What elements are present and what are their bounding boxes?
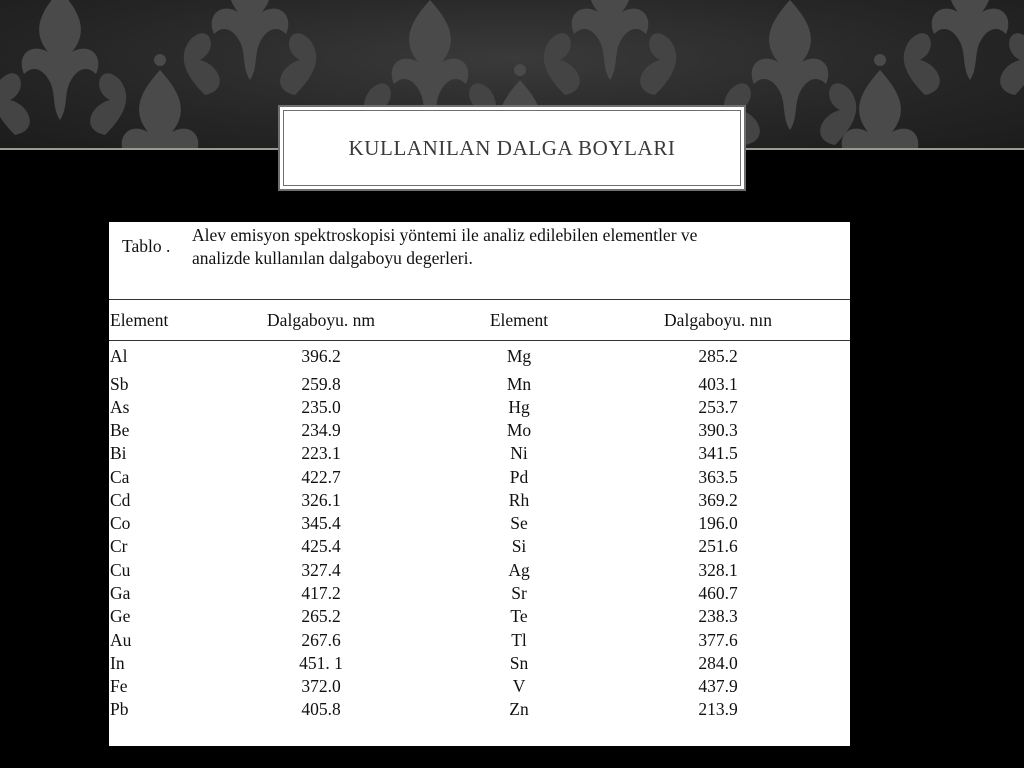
title-box-inner-frame <box>283 110 741 186</box>
header-element-1: Element <box>110 310 169 330</box>
slide-title: KULLANILAN DALGA BOYLARI <box>348 135 676 160</box>
table-cell-element-a: Cd <box>110 490 131 510</box>
table-cell-element-a: Cu <box>110 560 131 580</box>
table-cell-element-a: Au <box>110 630 132 650</box>
table-cell-element-a: Ge <box>110 606 131 626</box>
table-cell-element-a: Cr <box>110 536 128 556</box>
table-caption-line-2: analizde kullanılan dalgaboyu degerleri. <box>192 248 473 268</box>
wavelength-table: Tablo . Alev emisyon spektroskopisi yöntemi ile analiz edilebilen elementler ve analizde kullanılan dalgaboyu degerleri. Element Dalgaboyu. nm Element Dalgaboyu. nın Al 396.2 Mg 285.2 Sb 259.8 Mn 403.1 As 235.0 Hg 253.7 Be 234.9 Mo 390.3 Bi 223.1 Ni 341.5 Ca 422.7 Pd 363.5 Cd 326.1 Rh 369.2 Co 345.4 Se 196.0 Cr 425.4 Si 251.6 Cu 327.4 Ag 328.1 Ga 417.2 Sr 460.7 Ge 265.2 Te 238.3 Au 267.6 Tl 377.6 In 451. 1 Sn 284.0 Fe 372.0 V 437.9 Pb 405.8 Zn 213.9 <box>109 222 850 746</box>
table-cell-element-a: As <box>110 397 130 417</box>
table-cell-element-a: Fe <box>110 676 128 696</box>
table-cell-element-a: In <box>110 653 125 673</box>
table-cell-element-a: Co <box>110 513 131 533</box>
table-cell-element-a: Al <box>110 346 128 366</box>
table-cell-element-a: Ga <box>110 583 131 603</box>
table-cell-element-a: Sb <box>110 374 129 394</box>
table-cell-element-a: Be <box>110 420 130 440</box>
table-cell-element-a: Bi <box>110 443 127 463</box>
table-cell-element-a: Ca <box>110 467 130 487</box>
table-caption-label: Tablo . <box>122 236 171 256</box>
table-caption-line-1: Alev emisyon spektroskopisi yöntemi ile analiz edilebilen elementler ve <box>192 225 698 245</box>
table-cell-element-a: Pb <box>110 699 129 719</box>
title-box <box>278 105 746 191</box>
table-body: Al 396.2 Mg 285.2 Sb 259.8 Mn 403.1 As 235.0 Hg 253.7 Be 234.9 Mo 390.3 Bi 223.1 Ni 341.5 Ca 422.7 Pd 363.5 Cd 326.1 Rh 369.2 Co 345.4 Se 196.0 Cr 425.4 Si 251.6 Cu 327.4 Ag 328.1 Ga 417.2 Sr 460.7 Ge 265.2 Te 238.3 Au 267.6 Tl 377.6 In 451. 1 Sn 284.0 Fe 372.0 V 437.9 Pb 405.8 Zn 213.9 <box>110 346 738 719</box>
